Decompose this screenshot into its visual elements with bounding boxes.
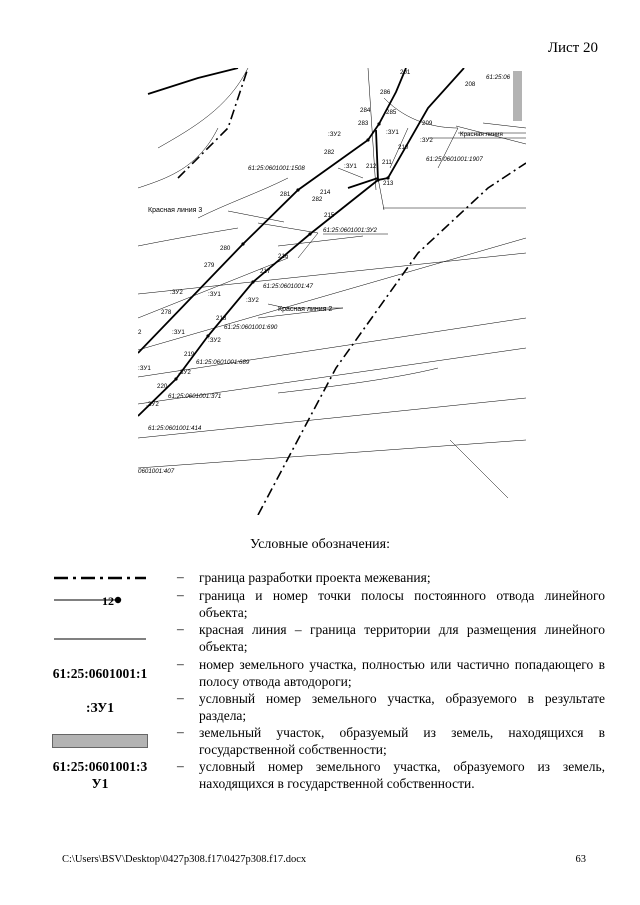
map-label: 279 — [204, 262, 215, 269]
map-label: 61:25:0601001:414 — [148, 425, 202, 432]
map-label: Красная линия 3 — [148, 207, 203, 214]
map-label: 280 — [220, 245, 231, 252]
map-label: 61:25:0601001:371 — [168, 393, 222, 400]
design-boundary-symbol — [52, 571, 148, 585]
map-label: 61:25:0601001:ЗУ2 — [323, 227, 377, 234]
map-label: Красная линия 2 — [278, 306, 333, 313]
map-label: :ЗУ2 — [328, 131, 341, 138]
map-label: 209 — [422, 120, 433, 127]
state-land-symbol — [52, 734, 148, 748]
map-label: 214 — [320, 189, 331, 196]
legend-dash: – — [177, 690, 184, 705]
boundary-point-symbol — [52, 587, 148, 613]
legend-dash: – — [177, 656, 184, 671]
red-line-symbol — [52, 623, 148, 649]
map-label: 61:25:0601001:1907 — [426, 156, 483, 163]
map-label: 208 — [465, 81, 476, 88]
point-number-label: 12 — [102, 594, 114, 608]
parcel-number-symbol: 61:25:0601001:1 — [52, 666, 148, 681]
legend-text: граница и номер точки полосы постоянного отвода линейного объекта; — [199, 588, 605, 620]
map-label: 0601001:407 — [138, 468, 175, 475]
legend-title: Условные обозначения: — [249, 537, 391, 552]
legend-text: условный номер земельного участка, образуемого из земель, находящихся в государственной собственности. — [199, 759, 605, 791]
map-label: 61:25:0601001:1508 — [248, 165, 305, 172]
map-label: :ЗУ1 — [208, 291, 221, 298]
map-label: :ЗУ1 — [386, 129, 399, 136]
map-label: 282 — [312, 196, 323, 203]
legend-text: условный номер земельного участка, образуемого в результате раздела; — [199, 691, 605, 723]
map-label: 283 — [358, 120, 369, 127]
map-label: 215 — [324, 212, 335, 219]
map-label: 210 — [398, 144, 409, 151]
legend-row — [52, 656, 612, 690]
map-label: 2 — [138, 329, 142, 336]
map-label: :ЗУ1 — [138, 365, 151, 372]
map-label: :ЗУ2 — [208, 337, 221, 344]
map-label: 61:25:06 — [486, 74, 511, 81]
map-label: :ЗУ2 — [178, 369, 191, 376]
conditional-number-symbol: :ЗУ1 — [86, 700, 114, 715]
map-drawing — [138, 68, 526, 515]
survey-map — [138, 68, 526, 515]
map-label: 219 — [184, 351, 195, 358]
legend-row — [52, 569, 612, 587]
legend-row — [52, 621, 612, 655]
map-label: 212 — [366, 163, 377, 170]
map-label: 213 — [383, 180, 394, 187]
map-label: 211 — [382, 159, 392, 166]
sheet-label: Лист 20 — [547, 40, 598, 56]
map-label: 281 — [280, 191, 291, 198]
state-land-strip — [513, 71, 522, 121]
map-label: 216 — [278, 253, 289, 260]
map-label: 218 — [216, 315, 227, 322]
map-label: :ЗУ1 — [344, 163, 357, 170]
boundary-points — [174, 122, 389, 380]
footer-file-path: C:\Users\BSV\Desktop\0427p308.f17\0427p308.f17.docx — [62, 854, 307, 865]
legend-dash: – — [177, 758, 184, 773]
map-label: :ЗУ2 — [420, 137, 433, 144]
legend-text: земельный участок, образуемый из земель, находящихся в государственной собственности; — [199, 725, 605, 757]
legend-dash: – — [177, 724, 184, 739]
legend-row — [52, 690, 612, 724]
map-label: :ЗУ1 — [172, 329, 185, 336]
map-label: 217 — [260, 268, 271, 275]
map-label: 286 — [380, 89, 391, 96]
legend-text: граница разработки проекта межевания; — [199, 570, 431, 585]
map-label: 61:25:0601001:690 — [224, 324, 278, 331]
page-number: 63 — [575, 854, 586, 865]
legend-dash: – — [177, 587, 184, 602]
map-label: 201 — [400, 69, 411, 76]
map-label: Красная линия — [460, 131, 503, 138]
map-label: 61:25:0601001:47 — [263, 283, 313, 290]
map-label: 61:25:0601001:689 — [196, 359, 250, 366]
map-label: 285 — [386, 109, 397, 116]
legend-dash: – — [177, 621, 184, 636]
map-label: :ЗУ2 — [146, 401, 159, 408]
map-label: 220 — [157, 383, 168, 390]
state-parcel-number-symbol: 61:25:0601001:3 У1 — [52, 759, 148, 791]
map-label: 278 — [161, 309, 172, 316]
legend-row — [52, 587, 612, 621]
map-label: 284 — [360, 107, 371, 114]
legend-dash: – — [177, 569, 184, 584]
legend-text: номер земельного участка, полностью или частично попадающего в полосу отвода автодороги; — [199, 657, 605, 689]
map-label: :ЗУ2 — [170, 289, 183, 296]
map-labels — [138, 69, 511, 475]
map-label: :ЗУ2 — [246, 297, 259, 304]
legend-row — [52, 758, 612, 794]
map-label: 282 — [324, 149, 335, 156]
legend-row — [52, 724, 612, 758]
legend-text: красная линия – граница территории для размещения линейного объекта; — [199, 622, 605, 654]
